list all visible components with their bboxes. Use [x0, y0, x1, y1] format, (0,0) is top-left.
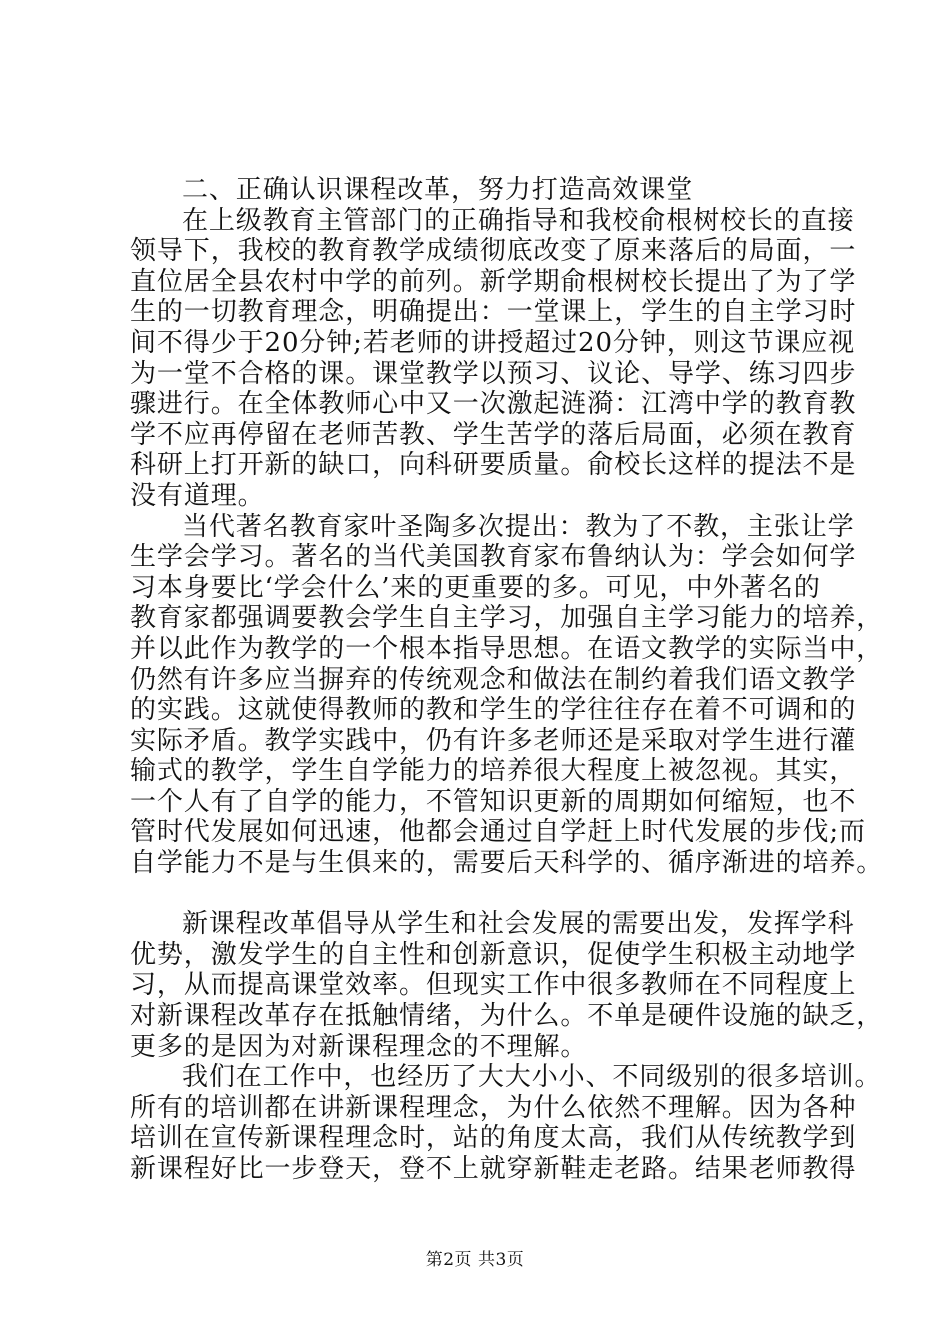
- paragraph-line: 没有道理。: [130, 480, 265, 511]
- paragraph-line: 间不得少于20分钟;若老师的讲授超过20分钟，则这节课应视: [130, 327, 856, 358]
- paragraph-line: 学不应再停留在老师苦教、学生苦学的落后局面，必须在教育: [130, 419, 857, 450]
- paragraph-line: 骤进行。在全体教师心中又一次激起涟漪：江湾中学的教育教: [130, 389, 857, 420]
- paragraph-line: 习本身要比‘学会什么’来的更重要的多。可见，中外著名的: [130, 572, 821, 603]
- paragraph-line: 培训在宣传新课程理念时，站的角度太高，我们从传统教学到: [130, 1123, 857, 1154]
- paragraph-line: 一个人有了自学的能力，不管知识更新的周期如何缩短，也不: [130, 786, 857, 817]
- paragraph-line: 并以此作为教学的一个根本指导思想。在语文教学的实际当中，: [130, 633, 884, 664]
- paragraph-line: 自学能力不是与生俱来的，需要后天科学的、循序渐进的培养。: [130, 848, 884, 879]
- paragraph-gap: [130, 879, 830, 910]
- paragraph-line: 输式的教学，学生自学能力的培养很大程度上被忽视。其实，: [130, 756, 857, 787]
- paragraph-line: 所有的培训都在讲新课程理念，为什么依然不理解。因为各种: [130, 1092, 857, 1123]
- paragraph-1: [130, 205, 857, 512]
- document-body: [130, 175, 884, 1185]
- paragraph-3: [130, 909, 884, 1062]
- paragraph-4: [130, 1062, 882, 1184]
- paragraph-line: 为一堂不合格的课。课堂教学以预习、议论、导学、练习四步: [130, 358, 857, 389]
- paragraph-line: 更多的是因为对新课程理念的不理解。: [130, 1031, 588, 1062]
- paragraph-line: 我们在工作中，也经历了大大小小、不同级别的很多培训。: [182, 1062, 882, 1093]
- paragraph-line: 领导下，我校的教育教学成绩彻底改变了原来落后的局面，一: [130, 236, 857, 267]
- paragraph-line: 的实践。这就使得教师的教和学生的学往往存在着不可调和的: [130, 695, 857, 726]
- paragraph-line: 新课程好比一步登天，登不上就穿新鞋走老路。结果老师教得: [130, 1154, 857, 1184]
- paragraph-line: 在上级教育主管部门的正确指导和我校俞根树校长的直接: [182, 205, 855, 236]
- paragraph-line: 生的一切教育理念，明确提出：一堂课上，学生的自主学习时: [130, 297, 857, 328]
- paragraph-line: 直位居全县农村中学的前列。新学期俞根树校长提出了为了学: [130, 266, 857, 297]
- paragraph-line: 科研上打开新的缺口，向科研要质量。俞校长这样的提法不是: [130, 450, 857, 481]
- paragraph-line: 对新课程改革存在抵触情绪，为什么。不单是硬件设施的缺乏，: [130, 1001, 884, 1032]
- page-number-footer: 第2页 共3页: [425, 1250, 525, 1270]
- paragraph-line: 当代著名教育家叶圣陶多次提出：教为了不教，主张让学: [182, 511, 855, 542]
- paragraph-line: 生学会学习。著名的当代美国教育家布鲁纳认为：学会如何学: [130, 542, 857, 573]
- paragraph-line: 管时代发展如何迅速，他都会通过自学赶上时代发展的步伐;而: [130, 817, 866, 848]
- paragraph-line: 教育家都强调要教会学生自主学习，加强自主学习能力的培养，: [130, 603, 884, 634]
- section-heading: 二、正确认识课程改革，努力打造高效课堂: [182, 175, 694, 205]
- paragraph-line: 习，从而提高课堂效率。但现实工作中很多教师在不同程度上: [130, 970, 857, 1001]
- paragraph-2: [130, 511, 884, 879]
- paragraph-line: 仍然有许多应当摒弃的传统观念和做法在制约着我们语文教学: [130, 664, 857, 695]
- paragraph-line: 优势，激发学生的自主性和创新意识，促使学生积极主动地学: [130, 939, 857, 970]
- paragraph-line: 实际矛盾。教学实践中，仍有许多老师还是采取对学生进行灌: [130, 725, 857, 756]
- paragraph-line: 新课程改革倡导从学生和社会发展的需要出发，发挥学科: [182, 909, 855, 940]
